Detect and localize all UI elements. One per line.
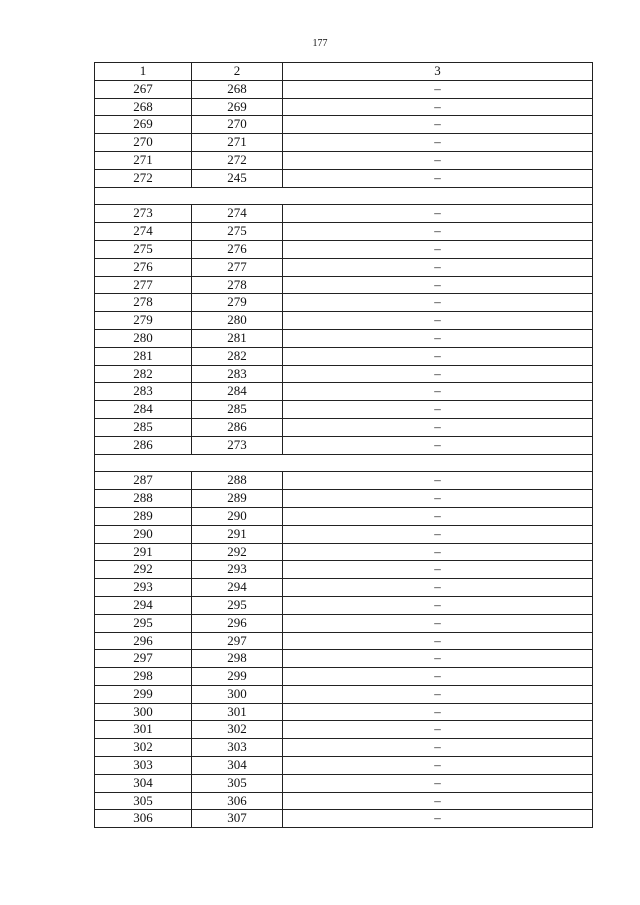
table-row bbox=[95, 80, 593, 98]
table-cell-col-2: 295 bbox=[192, 596, 283, 614]
table-row bbox=[95, 561, 593, 579]
table-cell-col-1: 278 bbox=[95, 294, 192, 312]
table-row bbox=[95, 436, 593, 454]
table-cell-col-3: – bbox=[283, 294, 593, 312]
table-cell-col-2: 299 bbox=[192, 668, 283, 686]
table-cell-col-1: 277 bbox=[95, 276, 192, 294]
group-separator-cell bbox=[95, 187, 593, 205]
table-cell-col-1: 276 bbox=[95, 258, 192, 276]
table-cell-col-3: – bbox=[283, 329, 593, 347]
table-cell-col-3: – bbox=[283, 347, 593, 365]
table-row bbox=[95, 614, 593, 632]
table-cell-col-3: – bbox=[283, 312, 593, 330]
header-cell-2: 2 bbox=[192, 63, 283, 81]
table-cell-col-2: 298 bbox=[192, 650, 283, 668]
table-cell-col-1: 273 bbox=[95, 205, 192, 223]
table-row bbox=[95, 721, 593, 739]
table-cell-col-1: 291 bbox=[95, 543, 192, 561]
table-cell-col-1: 283 bbox=[95, 383, 192, 401]
header-cell-1: 1 bbox=[95, 63, 192, 81]
table-cell-col-1: 280 bbox=[95, 329, 192, 347]
table-row bbox=[95, 98, 593, 116]
table-cell-col-3: – bbox=[283, 418, 593, 436]
table-cell-col-3: – bbox=[283, 703, 593, 721]
table-cell-col-1: 294 bbox=[95, 596, 192, 614]
table-cell-col-1: 279 bbox=[95, 312, 192, 330]
table-cell-col-1: 282 bbox=[95, 365, 192, 383]
table-cell-col-3: – bbox=[283, 561, 593, 579]
table-cell-col-2: 279 bbox=[192, 294, 283, 312]
header-cell-3: 3 bbox=[283, 63, 593, 81]
table-cell-col-1: 300 bbox=[95, 703, 192, 721]
table-row bbox=[95, 169, 593, 187]
table-cell-col-2: 291 bbox=[192, 525, 283, 543]
table-cell-col-1: 301 bbox=[95, 721, 192, 739]
table-cell-col-3: – bbox=[283, 668, 593, 686]
data-table bbox=[94, 62, 593, 828]
table-cell-col-2: 276 bbox=[192, 240, 283, 258]
table-cell-col-2: 245 bbox=[192, 169, 283, 187]
table-cell-col-1: 271 bbox=[95, 151, 192, 169]
table-row bbox=[95, 668, 593, 686]
table-cell-col-2: 302 bbox=[192, 721, 283, 739]
table-cell-col-3: – bbox=[283, 383, 593, 401]
table-cell-col-3: – bbox=[283, 151, 593, 169]
table-cell-col-1: 305 bbox=[95, 792, 192, 810]
table-cell-col-3: – bbox=[283, 757, 593, 775]
table-cell-col-2: 294 bbox=[192, 579, 283, 597]
table-row bbox=[95, 116, 593, 134]
table-cell-col-1: 295 bbox=[95, 614, 192, 632]
table-cell-col-3: – bbox=[283, 116, 593, 134]
table-cell-col-3: – bbox=[283, 80, 593, 98]
group-separator-row bbox=[95, 187, 593, 205]
table-cell-col-3: – bbox=[283, 98, 593, 116]
table-cell-col-3: – bbox=[283, 240, 593, 258]
table-cell-col-2: 278 bbox=[192, 276, 283, 294]
table-cell-col-2: 281 bbox=[192, 329, 283, 347]
table-cell-col-3: – bbox=[283, 596, 593, 614]
table-cell-col-3: – bbox=[283, 490, 593, 508]
table-row bbox=[95, 329, 593, 347]
table-cell-col-1: 274 bbox=[95, 223, 192, 241]
table-cell-col-3: – bbox=[283, 205, 593, 223]
table-cell-col-3: – bbox=[283, 774, 593, 792]
table-row bbox=[95, 151, 593, 169]
table-body bbox=[95, 63, 593, 828]
table-cell-col-1: 302 bbox=[95, 739, 192, 757]
table-row bbox=[95, 258, 593, 276]
table-cell-col-3: – bbox=[283, 169, 593, 187]
table-cell-col-1: 267 bbox=[95, 80, 192, 98]
table-cell-col-3: – bbox=[283, 134, 593, 152]
table-cell-col-1: 303 bbox=[95, 757, 192, 775]
table-cell-col-3: – bbox=[283, 525, 593, 543]
table-cell-col-3: – bbox=[283, 223, 593, 241]
table-cell-col-2: 303 bbox=[192, 739, 283, 757]
table-row bbox=[95, 383, 593, 401]
table-cell-col-1: 306 bbox=[95, 810, 192, 828]
table-cell-col-1: 289 bbox=[95, 507, 192, 525]
table-cell-col-2: 282 bbox=[192, 347, 283, 365]
table-cell-col-2: 283 bbox=[192, 365, 283, 383]
table-cell-col-2: 293 bbox=[192, 561, 283, 579]
table-row bbox=[95, 810, 593, 828]
table-cell-col-1: 269 bbox=[95, 116, 192, 134]
table-cell-col-2: 272 bbox=[192, 151, 283, 169]
table-cell-col-1: 285 bbox=[95, 418, 192, 436]
table-cell-col-3: – bbox=[283, 258, 593, 276]
table-row bbox=[95, 472, 593, 490]
table-row bbox=[95, 525, 593, 543]
table-row bbox=[95, 401, 593, 419]
table-cell-col-2: 300 bbox=[192, 685, 283, 703]
page-number: 177 bbox=[312, 38, 328, 49]
table-row bbox=[95, 757, 593, 775]
table-cell-col-3: – bbox=[283, 436, 593, 454]
table-row bbox=[95, 347, 593, 365]
table-cell-col-1: 299 bbox=[95, 685, 192, 703]
table-cell-col-3: – bbox=[283, 810, 593, 828]
table-cell-col-2: 286 bbox=[192, 418, 283, 436]
table-cell-col-3: – bbox=[283, 543, 593, 561]
table-cell-col-3: – bbox=[283, 650, 593, 668]
table-cell-col-2: 304 bbox=[192, 757, 283, 775]
table-cell-col-2: 290 bbox=[192, 507, 283, 525]
table-cell-col-3: – bbox=[283, 721, 593, 739]
data-table-container bbox=[94, 62, 592, 828]
group-separator-row bbox=[95, 454, 593, 472]
table-cell-col-2: 285 bbox=[192, 401, 283, 419]
table-row bbox=[95, 774, 593, 792]
table-row bbox=[95, 739, 593, 757]
group-separator-cell bbox=[95, 454, 593, 472]
table-row bbox=[95, 685, 593, 703]
table-cell-col-2: 296 bbox=[192, 614, 283, 632]
table-row bbox=[95, 365, 593, 383]
table-row bbox=[95, 205, 593, 223]
table-cell-col-3: – bbox=[283, 365, 593, 383]
table-cell-col-2: 307 bbox=[192, 810, 283, 828]
table-row bbox=[95, 703, 593, 721]
table-cell-col-3: – bbox=[283, 685, 593, 703]
table-cell-col-2: 289 bbox=[192, 490, 283, 508]
table-cell-col-2: 280 bbox=[192, 312, 283, 330]
table-cell-col-1: 297 bbox=[95, 650, 192, 668]
table-cell-col-2: 275 bbox=[192, 223, 283, 241]
table-row bbox=[95, 134, 593, 152]
table-cell-col-1: 304 bbox=[95, 774, 192, 792]
table-cell-col-2: 297 bbox=[192, 632, 283, 650]
table-cell-col-3: – bbox=[283, 614, 593, 632]
table-cell-col-1: 268 bbox=[95, 98, 192, 116]
table-cell-col-3: – bbox=[283, 507, 593, 525]
table-cell-col-2: 273 bbox=[192, 436, 283, 454]
table-cell-col-2: 288 bbox=[192, 472, 283, 490]
table-cell-col-2: 301 bbox=[192, 703, 283, 721]
table-row bbox=[95, 294, 593, 312]
table-cell-col-3: – bbox=[283, 792, 593, 810]
table-cell-col-1: 275 bbox=[95, 240, 192, 258]
table-cell-col-1: 272 bbox=[95, 169, 192, 187]
table-cell-col-1: 298 bbox=[95, 668, 192, 686]
table-cell-col-1: 290 bbox=[95, 525, 192, 543]
table-cell-col-3: – bbox=[283, 579, 593, 597]
table-cell-col-3: – bbox=[283, 632, 593, 650]
table-cell-col-3: – bbox=[283, 401, 593, 419]
table-cell-col-3: – bbox=[283, 472, 593, 490]
table-row bbox=[95, 579, 593, 597]
table-row bbox=[95, 490, 593, 508]
table-cell-col-2: 277 bbox=[192, 258, 283, 276]
table-row bbox=[95, 792, 593, 810]
table-cell-col-1: 293 bbox=[95, 579, 192, 597]
table-row bbox=[95, 632, 593, 650]
table-cell-col-2: 292 bbox=[192, 543, 283, 561]
table-cell-col-1: 284 bbox=[95, 401, 192, 419]
table-cell-col-1: 288 bbox=[95, 490, 192, 508]
table-cell-col-2: 305 bbox=[192, 774, 283, 792]
table-row bbox=[95, 276, 593, 294]
table-cell-col-1: 287 bbox=[95, 472, 192, 490]
table-cell-col-2: 269 bbox=[192, 98, 283, 116]
header-row bbox=[95, 63, 593, 81]
table-cell-col-1: 286 bbox=[95, 436, 192, 454]
table-cell-col-2: 270 bbox=[192, 116, 283, 134]
table-cell-col-2: 274 bbox=[192, 205, 283, 223]
table-row bbox=[95, 312, 593, 330]
table-cell-col-1: 281 bbox=[95, 347, 192, 365]
table-cell-col-3: – bbox=[283, 276, 593, 294]
table-row bbox=[95, 543, 593, 561]
table-row bbox=[95, 507, 593, 525]
table-cell-col-2: 271 bbox=[192, 134, 283, 152]
table-cell-col-2: 306 bbox=[192, 792, 283, 810]
table-cell-col-2: 268 bbox=[192, 80, 283, 98]
table-row bbox=[95, 650, 593, 668]
table-cell-col-1: 296 bbox=[95, 632, 192, 650]
table-cell-col-3: – bbox=[283, 739, 593, 757]
table-row bbox=[95, 240, 593, 258]
table-row bbox=[95, 418, 593, 436]
table-cell-col-1: 292 bbox=[95, 561, 192, 579]
table-cell-col-2: 284 bbox=[192, 383, 283, 401]
table-row bbox=[95, 223, 593, 241]
table-row bbox=[95, 596, 593, 614]
table-cell-col-1: 270 bbox=[95, 134, 192, 152]
